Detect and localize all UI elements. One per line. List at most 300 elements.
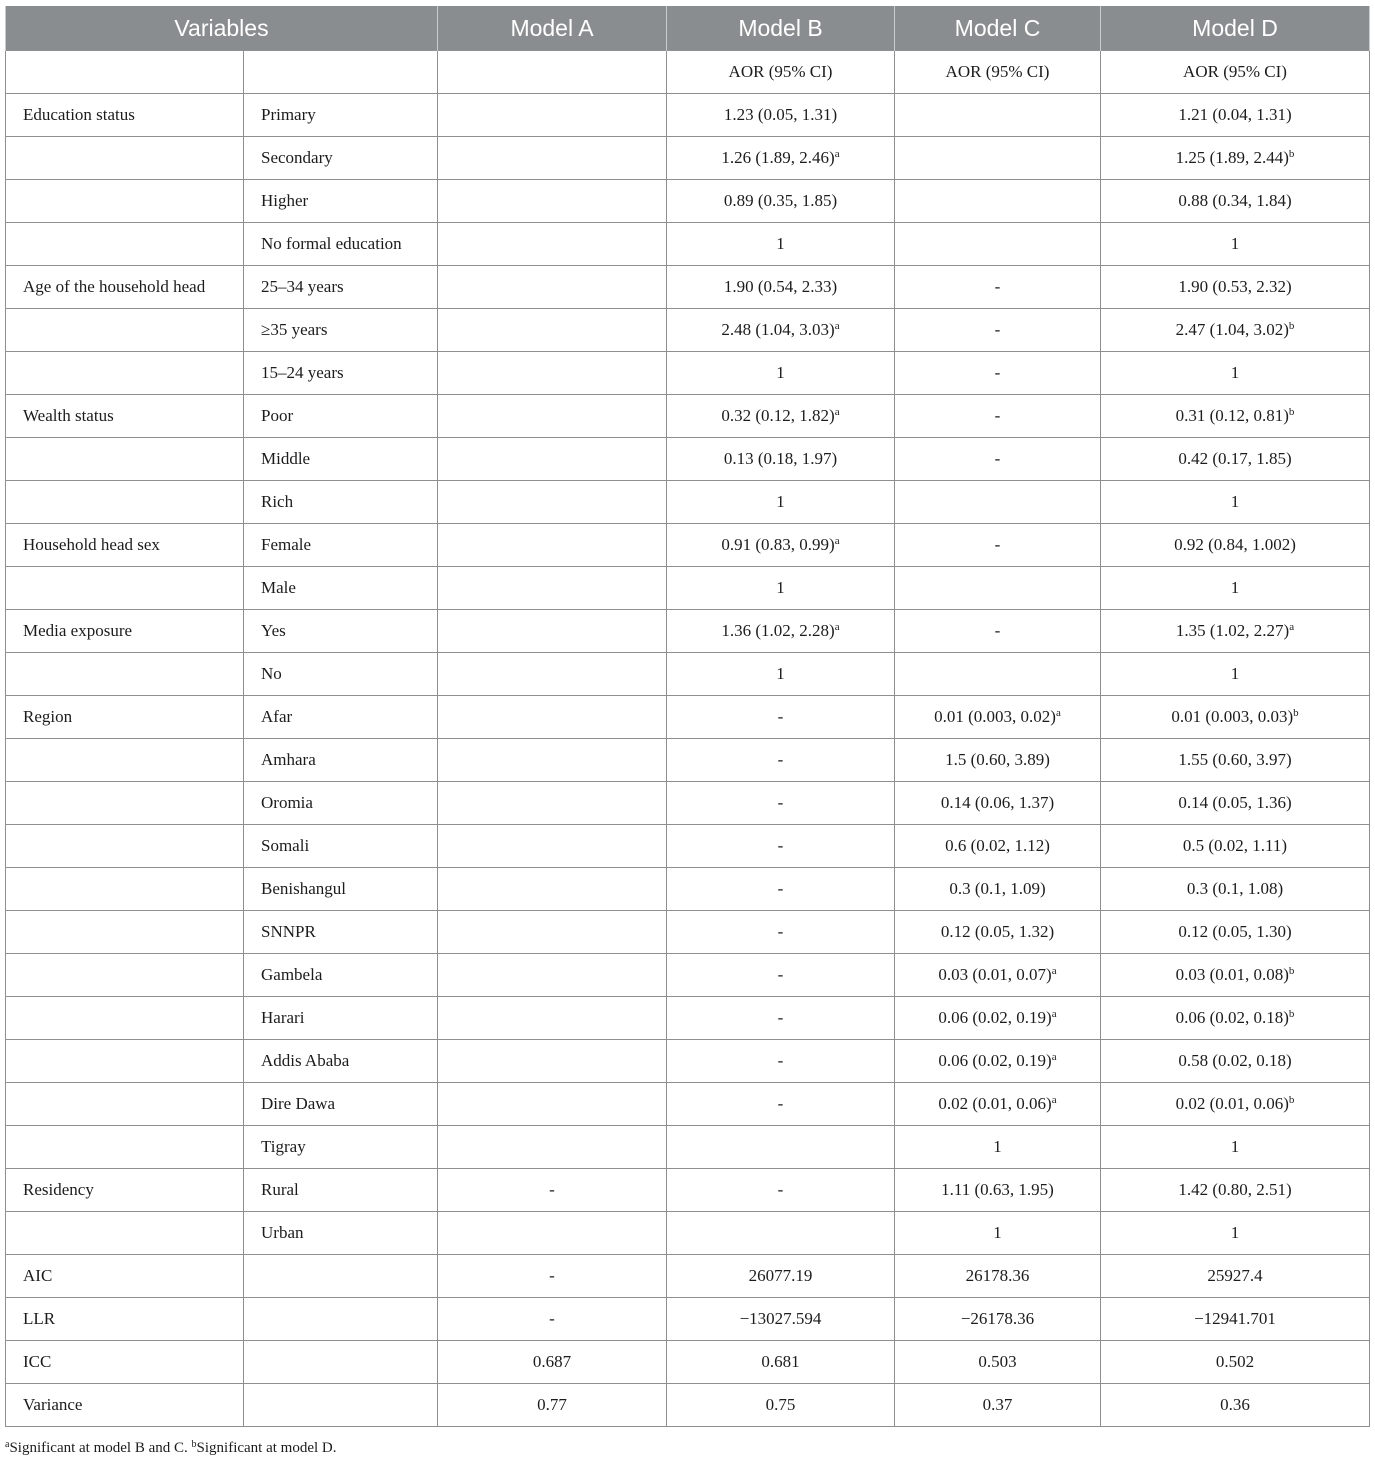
cell-model-b bbox=[667, 997, 895, 1040]
cell-variables bbox=[6, 782, 244, 825]
table-row bbox=[6, 1255, 1370, 1298]
cell-model-d bbox=[1101, 610, 1370, 653]
table-row bbox=[6, 180, 1370, 223]
cell-model-a bbox=[438, 653, 667, 696]
cell-value: 1.36 (1.02, 2.28) bbox=[721, 621, 835, 640]
cell-value: 0.01 (0.003, 0.02) bbox=[934, 707, 1056, 726]
results-table bbox=[5, 6, 1370, 1427]
cell-value: 0.77 bbox=[537, 1395, 567, 1414]
cell-model-a bbox=[438, 481, 667, 524]
cell-value: 0.42 (0.17, 1.85) bbox=[1178, 449, 1292, 468]
table-row bbox=[6, 395, 1370, 438]
cell-model-a bbox=[438, 782, 667, 825]
subheader-model-b: AOR (95% CI) bbox=[667, 51, 895, 94]
significance-mark: a bbox=[834, 535, 840, 547]
cell-model-d bbox=[1101, 1384, 1370, 1427]
cell-model-c bbox=[895, 180, 1101, 223]
cell-model-a bbox=[438, 567, 667, 610]
cell-model-a bbox=[438, 137, 667, 180]
cell-model-b bbox=[667, 911, 895, 954]
cell-value: 1.90 (0.54, 2.33) bbox=[723, 277, 838, 296]
cell-category bbox=[244, 1255, 438, 1298]
cell-value: 0.14 (0.05, 1.36) bbox=[1178, 793, 1292, 812]
cell-value: 0.3 (0.1, 1.08) bbox=[1186, 879, 1284, 898]
cell-model-b bbox=[667, 266, 895, 309]
cell-model-d bbox=[1101, 1126, 1370, 1169]
cell-variables bbox=[6, 610, 244, 653]
cell-value: Media exposure bbox=[23, 621, 133, 640]
cell-value: 0.91 (0.83, 0.99) bbox=[721, 535, 835, 554]
cell-value: - bbox=[777, 750, 784, 769]
cell-value: 0.06 (0.02, 0.19) bbox=[938, 1051, 1052, 1070]
cell-model-d bbox=[1101, 1255, 1370, 1298]
cell-model-c bbox=[895, 1298, 1101, 1341]
table-row bbox=[6, 954, 1370, 997]
cell-value: 1 bbox=[1230, 363, 1240, 382]
cell-value: 1 bbox=[776, 492, 785, 511]
cell-value: 0.12 (0.05, 1.32) bbox=[940, 922, 1055, 941]
cell-variables bbox=[6, 395, 244, 438]
table-row bbox=[6, 825, 1370, 868]
cell-model-a bbox=[438, 610, 667, 653]
cell-value: 1.25 (1.89, 2.44) bbox=[1175, 148, 1289, 167]
table-row bbox=[6, 524, 1370, 567]
cell-value: Age of the household head bbox=[23, 277, 206, 296]
cell-variables bbox=[6, 180, 244, 223]
table-row bbox=[6, 309, 1370, 352]
cell-value: - bbox=[994, 277, 1001, 296]
cell-value: 1 bbox=[1230, 1223, 1240, 1242]
cell-value: - bbox=[994, 449, 1001, 468]
cell-value: 2.47 (1.04, 3.02) bbox=[1175, 320, 1289, 339]
table-row bbox=[6, 94, 1370, 137]
cell-model-b bbox=[667, 524, 895, 567]
cell-variables bbox=[6, 1384, 244, 1427]
cell-model-d bbox=[1101, 1040, 1370, 1083]
table-row bbox=[6, 1341, 1370, 1384]
cell-variables bbox=[6, 309, 244, 352]
subheader-model-a bbox=[438, 51, 667, 94]
cell-variables bbox=[6, 137, 244, 180]
cell-value: 1.42 (0.80, 2.51) bbox=[1178, 1180, 1292, 1199]
cell-model-b bbox=[667, 137, 895, 180]
cell-model-a bbox=[438, 94, 667, 137]
cell-model-d bbox=[1101, 997, 1370, 1040]
cell-model-c bbox=[895, 997, 1101, 1040]
cell-value: 0.3 (0.1, 1.09) bbox=[949, 879, 1046, 898]
cell-model-d bbox=[1101, 1083, 1370, 1126]
cell-category bbox=[244, 782, 438, 825]
table-row bbox=[6, 1126, 1370, 1169]
cell-model-d bbox=[1101, 567, 1370, 610]
cell-value: 0.75 bbox=[765, 1395, 796, 1414]
cell-model-b bbox=[667, 1255, 895, 1298]
cell-model-d bbox=[1101, 94, 1370, 137]
cell-value: Afar bbox=[261, 707, 293, 726]
table-header bbox=[6, 6, 1370, 94]
table-row bbox=[6, 223, 1370, 266]
cell-model-c bbox=[895, 352, 1101, 395]
cell-category bbox=[244, 352, 438, 395]
header-model-c: Model C bbox=[895, 6, 1101, 51]
cell-model-d bbox=[1101, 696, 1370, 739]
cell-value: 0.31 (0.12, 0.81) bbox=[1175, 406, 1289, 425]
significance-mark: b bbox=[1288, 1094, 1295, 1106]
cell-model-c bbox=[895, 696, 1101, 739]
footnote-b-text: Significant at model D. bbox=[196, 1440, 337, 1456]
cell-model-a bbox=[438, 1126, 667, 1169]
cell-model-c bbox=[895, 395, 1101, 438]
cell-value: - bbox=[994, 621, 1001, 640]
footnote-a-mark: a bbox=[5, 1439, 10, 1450]
cell-model-d bbox=[1101, 137, 1370, 180]
cell-value: SNNPR bbox=[261, 922, 316, 941]
cell-value: 0.58 (0.02, 0.18) bbox=[1178, 1051, 1292, 1070]
cell-model-d bbox=[1101, 1169, 1370, 1212]
cell-variables bbox=[6, 868, 244, 911]
table-row bbox=[6, 1212, 1370, 1255]
cell-value: 1.55 (0.60, 3.97) bbox=[1178, 750, 1292, 769]
cell-value: - bbox=[549, 1180, 555, 1199]
cell-variables bbox=[6, 223, 244, 266]
cell-value: −26178.36 bbox=[960, 1309, 1035, 1328]
table-row bbox=[6, 997, 1370, 1040]
cell-value: 1 bbox=[993, 1137, 1002, 1156]
cell-model-b bbox=[667, 868, 895, 911]
cell-model-a bbox=[438, 1384, 667, 1427]
table-footnote bbox=[5, 1440, 337, 1457]
significance-mark: a bbox=[1051, 1051, 1057, 1063]
subheader-category bbox=[244, 51, 438, 94]
cell-model-b bbox=[667, 94, 895, 137]
cell-model-b bbox=[667, 1126, 895, 1169]
cell-model-c bbox=[895, 782, 1101, 825]
cell-value: Household head sex bbox=[23, 535, 160, 554]
cell-model-d bbox=[1101, 352, 1370, 395]
cell-category bbox=[244, 1298, 438, 1341]
cell-value: Middle bbox=[261, 449, 311, 468]
cell-model-c bbox=[895, 1212, 1101, 1255]
cell-value: - bbox=[777, 1051, 784, 1070]
cell-value: ≥35 years bbox=[261, 320, 328, 339]
table-row bbox=[6, 696, 1370, 739]
footnote-b-mark: b bbox=[191, 1439, 197, 1450]
subheader-model-d: AOR (95% CI) bbox=[1101, 51, 1370, 94]
cell-model-b bbox=[667, 1212, 895, 1255]
significance-mark: a bbox=[834, 320, 840, 332]
cell-value: 0.14 (0.06, 1.37) bbox=[940, 793, 1055, 812]
cell-model-c bbox=[895, 825, 1101, 868]
cell-model-b bbox=[667, 438, 895, 481]
cell-value: 0.03 (0.01, 0.08) bbox=[1175, 965, 1289, 984]
cell-model-b bbox=[667, 696, 895, 739]
cell-category bbox=[244, 1040, 438, 1083]
cell-value: 0.6 (0.02, 1.12) bbox=[945, 836, 1050, 855]
cell-value: LLR bbox=[23, 1309, 56, 1328]
cell-value: Higher bbox=[261, 191, 309, 210]
cell-model-a bbox=[438, 395, 667, 438]
cell-value: Rural bbox=[261, 1180, 299, 1199]
table-row bbox=[6, 1384, 1370, 1427]
cell-model-a bbox=[438, 696, 667, 739]
cell-value: Rich bbox=[261, 492, 294, 511]
cell-value: Male bbox=[261, 578, 296, 597]
cell-category bbox=[244, 223, 438, 266]
cell-value: 0.13 (0.18, 1.97) bbox=[723, 449, 838, 468]
cell-model-b bbox=[667, 1341, 895, 1384]
cell-model-b bbox=[667, 1169, 895, 1212]
cell-model-c bbox=[895, 524, 1101, 567]
cell-model-a bbox=[438, 997, 667, 1040]
cell-variables bbox=[6, 352, 244, 395]
cell-value: Yes bbox=[261, 621, 286, 640]
cell-value: 0.32 (0.12, 1.82) bbox=[721, 406, 835, 425]
cell-model-b bbox=[667, 739, 895, 782]
cell-model-a bbox=[438, 1083, 667, 1126]
significance-mark: b bbox=[1293, 707, 1299, 719]
cell-value: 0.06 (0.02, 0.19) bbox=[938, 1008, 1052, 1027]
cell-value: 25–34 years bbox=[261, 277, 344, 296]
cell-variables bbox=[6, 825, 244, 868]
table-row bbox=[6, 567, 1370, 610]
cell-model-c bbox=[895, 94, 1101, 137]
cell-model-a bbox=[438, 266, 667, 309]
cell-model-d bbox=[1101, 524, 1370, 567]
header-variables: Variables bbox=[6, 6, 438, 51]
cell-variables bbox=[6, 911, 244, 954]
cell-model-b bbox=[667, 180, 895, 223]
cell-value: 25927.4 bbox=[1207, 1266, 1263, 1285]
cell-value: Primary bbox=[261, 105, 316, 124]
cell-value: - bbox=[549, 1266, 555, 1285]
cell-model-d bbox=[1101, 481, 1370, 524]
cell-variables bbox=[6, 1169, 244, 1212]
cell-value: 1.5 (0.60, 3.89) bbox=[945, 750, 1050, 769]
cell-value: ICC bbox=[23, 1352, 52, 1371]
cell-model-a bbox=[438, 868, 667, 911]
cell-value: 1 bbox=[1230, 492, 1240, 511]
cell-model-c bbox=[895, 1255, 1101, 1298]
cell-model-b bbox=[667, 653, 895, 696]
cell-category bbox=[244, 180, 438, 223]
cell-value: Amhara bbox=[261, 750, 316, 769]
cell-value: - bbox=[994, 320, 1001, 339]
cell-variables bbox=[6, 739, 244, 782]
header-model-d: Model D bbox=[1101, 6, 1370, 51]
cell-category bbox=[244, 1341, 438, 1384]
table-row bbox=[6, 266, 1370, 309]
cell-value: 1.21 (0.04, 1.31) bbox=[1178, 105, 1292, 124]
cell-variables bbox=[6, 524, 244, 567]
cell-model-b bbox=[667, 1384, 895, 1427]
cell-category bbox=[244, 696, 438, 739]
cell-model-b bbox=[667, 309, 895, 352]
cell-category bbox=[244, 868, 438, 911]
cell-model-d bbox=[1101, 395, 1370, 438]
cell-model-d bbox=[1101, 180, 1370, 223]
cell-value: - bbox=[777, 1008, 784, 1027]
cell-value: No bbox=[261, 664, 282, 683]
cell-value: - bbox=[777, 879, 784, 898]
cell-model-d bbox=[1101, 309, 1370, 352]
cell-variables bbox=[6, 1212, 244, 1255]
cell-value: 1 bbox=[776, 578, 785, 597]
cell-model-d bbox=[1101, 825, 1370, 868]
cell-model-a bbox=[438, 1169, 667, 1212]
significance-mark: b bbox=[1288, 1008, 1295, 1020]
table-row bbox=[6, 438, 1370, 481]
cell-model-a bbox=[438, 825, 667, 868]
subheader-row bbox=[6, 51, 1370, 94]
cell-value: No formal education bbox=[261, 234, 402, 253]
cell-value: 1 bbox=[776, 664, 785, 683]
cell-value: - bbox=[777, 793, 784, 812]
cell-model-b bbox=[667, 352, 895, 395]
cell-model-a bbox=[438, 223, 667, 266]
cell-model-b bbox=[667, 481, 895, 524]
significance-mark: a bbox=[1051, 965, 1057, 977]
cell-value: 1 bbox=[1230, 1137, 1240, 1156]
cell-value: 0.06 (0.02, 0.18) bbox=[1175, 1008, 1289, 1027]
cell-category bbox=[244, 266, 438, 309]
cell-category bbox=[244, 954, 438, 997]
cell-model-c bbox=[895, 653, 1101, 696]
cell-model-d bbox=[1101, 911, 1370, 954]
cell-model-c bbox=[895, 1169, 1101, 1212]
cell-variables bbox=[6, 1298, 244, 1341]
cell-value: Poor bbox=[261, 406, 294, 425]
cell-model-c bbox=[895, 868, 1101, 911]
cell-variables bbox=[6, 1126, 244, 1169]
cell-value: - bbox=[777, 965, 784, 984]
cell-category bbox=[244, 481, 438, 524]
significance-mark: b bbox=[1288, 148, 1295, 160]
cell-variables bbox=[6, 1341, 244, 1384]
cell-model-d bbox=[1101, 868, 1370, 911]
header-row bbox=[6, 6, 1370, 51]
table-row bbox=[6, 1040, 1370, 1083]
cell-model-a bbox=[438, 1341, 667, 1384]
cell-category bbox=[244, 395, 438, 438]
cell-model-b bbox=[667, 1040, 895, 1083]
cell-value: 0.03 (0.01, 0.07) bbox=[938, 965, 1052, 984]
cell-model-b bbox=[667, 1298, 895, 1341]
significance-mark: a bbox=[1051, 1094, 1057, 1106]
cell-variables bbox=[6, 696, 244, 739]
significance-mark: a bbox=[834, 406, 840, 418]
cell-variables bbox=[6, 1255, 244, 1298]
cell-category bbox=[244, 1212, 438, 1255]
cell-model-d bbox=[1101, 954, 1370, 997]
cell-model-c bbox=[895, 1341, 1101, 1384]
cell-model-a bbox=[438, 180, 667, 223]
cell-model-c bbox=[895, 223, 1101, 266]
cell-value: 1.90 (0.53, 2.32) bbox=[1178, 277, 1292, 296]
cell-category bbox=[244, 438, 438, 481]
cell-value: 1.23 (0.05, 1.31) bbox=[723, 105, 838, 124]
cell-model-b bbox=[667, 825, 895, 868]
cell-value: Benishangul bbox=[261, 879, 346, 898]
cell-category bbox=[244, 567, 438, 610]
cell-value: 2.48 (1.04, 3.03) bbox=[721, 320, 835, 339]
table-row bbox=[6, 352, 1370, 395]
table-row bbox=[6, 868, 1370, 911]
cell-variables bbox=[6, 1083, 244, 1126]
table-row bbox=[6, 782, 1370, 825]
cell-category bbox=[244, 1083, 438, 1126]
table-row bbox=[6, 481, 1370, 524]
cell-value: 0.681 bbox=[761, 1352, 800, 1371]
cell-model-b bbox=[667, 223, 895, 266]
cell-model-c bbox=[895, 567, 1101, 610]
cell-model-c bbox=[895, 266, 1101, 309]
cell-value: - bbox=[994, 363, 1001, 382]
cell-model-a bbox=[438, 1212, 667, 1255]
table-row bbox=[6, 610, 1370, 653]
cell-value: - bbox=[777, 1180, 784, 1199]
cell-category bbox=[244, 739, 438, 782]
subheader-model-c: AOR (95% CI) bbox=[895, 51, 1101, 94]
cell-category bbox=[244, 653, 438, 696]
cell-value: - bbox=[777, 707, 784, 726]
cell-category bbox=[244, 137, 438, 180]
cell-model-c bbox=[895, 481, 1101, 524]
cell-variables bbox=[6, 266, 244, 309]
table-row bbox=[6, 739, 1370, 782]
cell-value: Urban bbox=[261, 1223, 304, 1242]
cell-model-d bbox=[1101, 1341, 1370, 1384]
cell-model-a bbox=[438, 524, 667, 567]
cell-value: 0.92 (0.84, 1.002) bbox=[1174, 535, 1296, 554]
table-row bbox=[6, 1083, 1370, 1126]
cell-value: - bbox=[777, 922, 784, 941]
cell-value: - bbox=[994, 406, 1001, 425]
cell-category bbox=[244, 1384, 438, 1427]
cell-value: Dire Dawa bbox=[261, 1094, 336, 1113]
cell-value: 0.88 (0.34, 1.84) bbox=[1178, 191, 1292, 210]
table-row bbox=[6, 1169, 1370, 1212]
cell-value: 0.5 (0.02, 1.11) bbox=[1182, 836, 1288, 855]
cell-value: Female bbox=[261, 535, 312, 554]
significance-mark: a bbox=[1055, 707, 1061, 719]
cell-model-c bbox=[895, 1040, 1101, 1083]
cell-value: 0.12 (0.05, 1.30) bbox=[1178, 922, 1292, 941]
table-body bbox=[6, 94, 1370, 1427]
cell-model-b bbox=[667, 1083, 895, 1126]
cell-model-a bbox=[438, 309, 667, 352]
cell-value: Education status bbox=[23, 105, 135, 124]
cell-value: Residency bbox=[23, 1180, 94, 1199]
cell-model-b bbox=[667, 610, 895, 653]
cell-model-d bbox=[1101, 782, 1370, 825]
cell-value: 26178.36 bbox=[965, 1266, 1030, 1285]
cell-model-d bbox=[1101, 223, 1370, 266]
table-row bbox=[6, 653, 1370, 696]
table-row bbox=[6, 1298, 1370, 1341]
cell-category bbox=[244, 825, 438, 868]
cell-model-d bbox=[1101, 1298, 1370, 1341]
cell-value: 1 bbox=[993, 1223, 1002, 1242]
cell-value: 1 bbox=[1230, 234, 1240, 253]
cell-value: 26077.19 bbox=[748, 1266, 813, 1285]
cell-model-a bbox=[438, 352, 667, 395]
significance-mark: a bbox=[834, 148, 840, 160]
cell-value: 1.35 (1.02, 2.27) bbox=[1175, 621, 1290, 640]
cell-model-c bbox=[895, 954, 1101, 997]
subheader-variables bbox=[6, 51, 244, 94]
cell-model-b bbox=[667, 782, 895, 825]
cell-value: −12941.701 bbox=[1194, 1309, 1276, 1328]
